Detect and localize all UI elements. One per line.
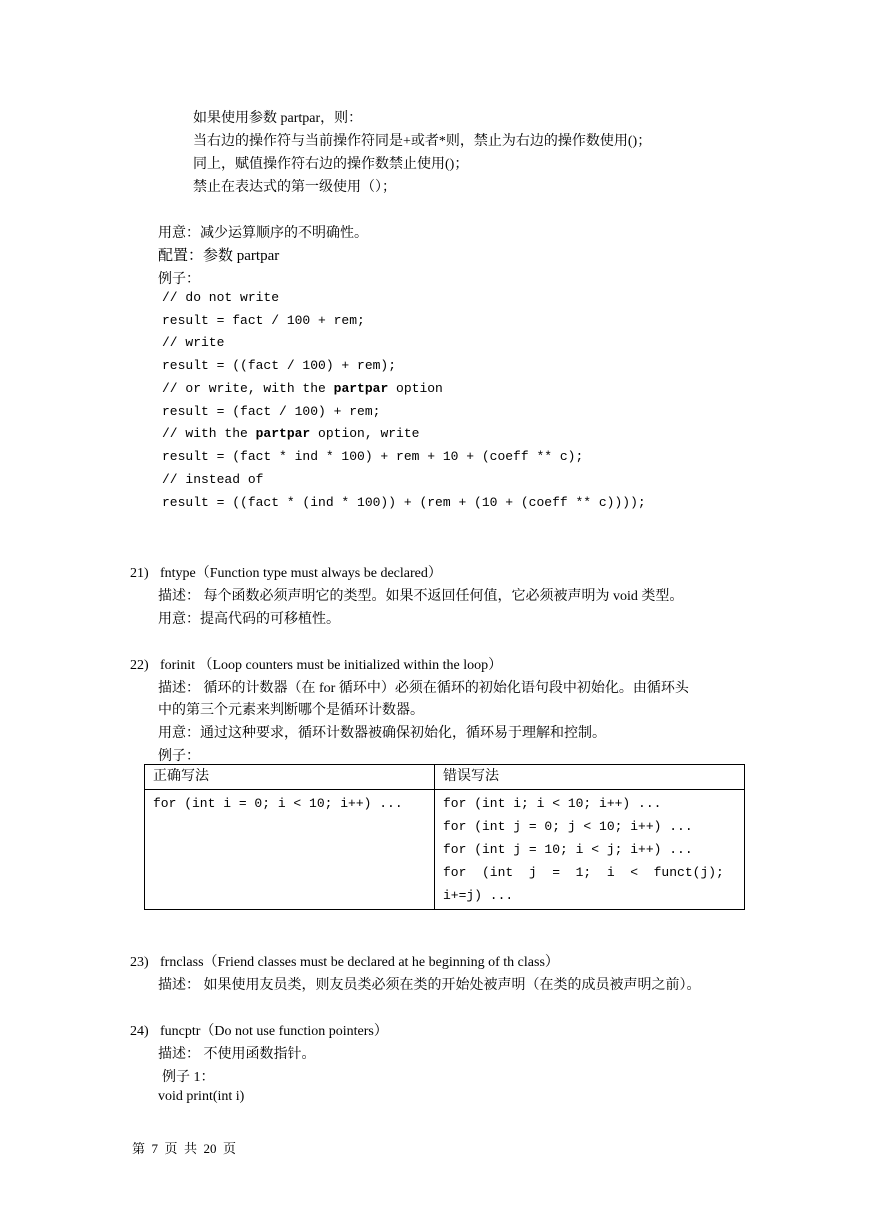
code-line [162,381,443,396]
code-line: result = (fact * ind * 100) + rem + 10 + (coeff ** c); [162,449,584,464]
s22-desc-2: 中的第三个元素来判断哪个是循环计数器。 [158,703,424,718]
s22-number: 22) [130,658,149,673]
s23-desc: 描述： 如果使用友员类，则友员类必须在类的开始处被声明（在类的成员被声明之前）。 [158,978,701,993]
table-cell-wrong [435,790,745,910]
partpar-purpose: 用意：减少运算顺序的不明确性。 [158,226,368,241]
forinit-example-table [144,764,745,910]
s24-example-label: 例子 1： [162,1070,215,1085]
code-line: for (int i; i < 10; i++) ... [443,796,662,811]
code-line: result = ((fact / 100) + rem); [162,358,397,373]
table-cell-correct [145,790,435,910]
s23-title: frnclass（Friend classes must be declared at he beginning of th class） [160,955,559,970]
intro-line-4: 禁止在表达式的第一级使用（）； [193,180,396,195]
table-row [145,790,745,910]
s21-title: fntype（Function type must always be declared） [160,566,442,581]
code-keyword: partpar [255,426,311,441]
table-header-correct: 正确写法 [145,765,435,790]
s22-purpose: 用意：通过这种要求，循环计数器被确保初始化，循环易于理解和控制。 [158,726,606,741]
intro-line-1: 如果使用参数 partpar，则： [193,111,363,126]
code-line: result = (fact / 100) + rem; [162,404,381,419]
partpar-example-label: 例子： [158,272,200,287]
code-line: result = ((fact * (ind * 100)) + (rem + (10 + (coeff ** c)))); [162,495,646,510]
code-text: option, write [310,426,420,441]
code-line: i+=j) ... [443,888,514,903]
code-line: // write [162,335,225,350]
s22-desc-1: 描述： 循环的计数器（在 for 循环中）必须在循环的初始化语句段中初始化。由循环头 [158,681,689,696]
code-line: for (int i = 0; i < 10; i++) ... [153,796,403,811]
s24-code-line: void print(int i) [158,1089,245,1104]
s24-number: 24) [130,1024,149,1039]
s21-heading [130,562,442,582]
s22-heading [130,654,502,674]
table-header-wrong: 错误写法 [435,765,745,790]
intro-line-3: 同上，赋值操作符右边的操作数禁止使用()； [193,157,469,172]
code-line: result = fact / 100 + rem; [162,313,365,328]
code-line: for (int j = 0; j < 10; i++) ... [443,819,693,834]
code-text: // with the [162,426,256,441]
s22-example-label: 例子： [158,749,200,764]
s22-title: forinit （Loop counters must be initialized within the loop） [160,658,503,673]
code-line: // do not write [162,290,280,305]
code-keyword: partpar [333,381,389,396]
s24-heading [130,1020,388,1040]
partpar-config: 配置：参数 partpar [158,248,280,264]
code-line: for (int j = 10; i < j; i++) ... [443,842,693,857]
s21-number: 21) [130,566,149,581]
code-line: for (int j = 1; i < funct(j); [443,865,724,880]
s23-number: 23) [130,955,149,970]
intro-line-2: 当右边的操作符与当前操作符同是+或者*则，禁止为右边的操作数使用()； [193,134,652,149]
s21-purpose: 用意：提高代码的可移植性。 [158,612,340,627]
s23-heading [130,951,559,971]
code-line [162,426,419,441]
s21-desc: 描述： 每个函数必须声明它的类型。如果不返回任何值，它必须被声明为 void 类型。 [158,589,684,604]
table-header-row [145,765,745,790]
s24-desc: 描述： 不使用函数指针。 [158,1047,316,1062]
code-text: // or write, with the [162,381,334,396]
s24-title: funcptr（Do not use function pointers） [160,1024,388,1039]
code-text: option [388,381,443,396]
code-line: // instead of [162,472,264,487]
page-footer: 第 7 页 共 20 页 [132,1141,237,1156]
